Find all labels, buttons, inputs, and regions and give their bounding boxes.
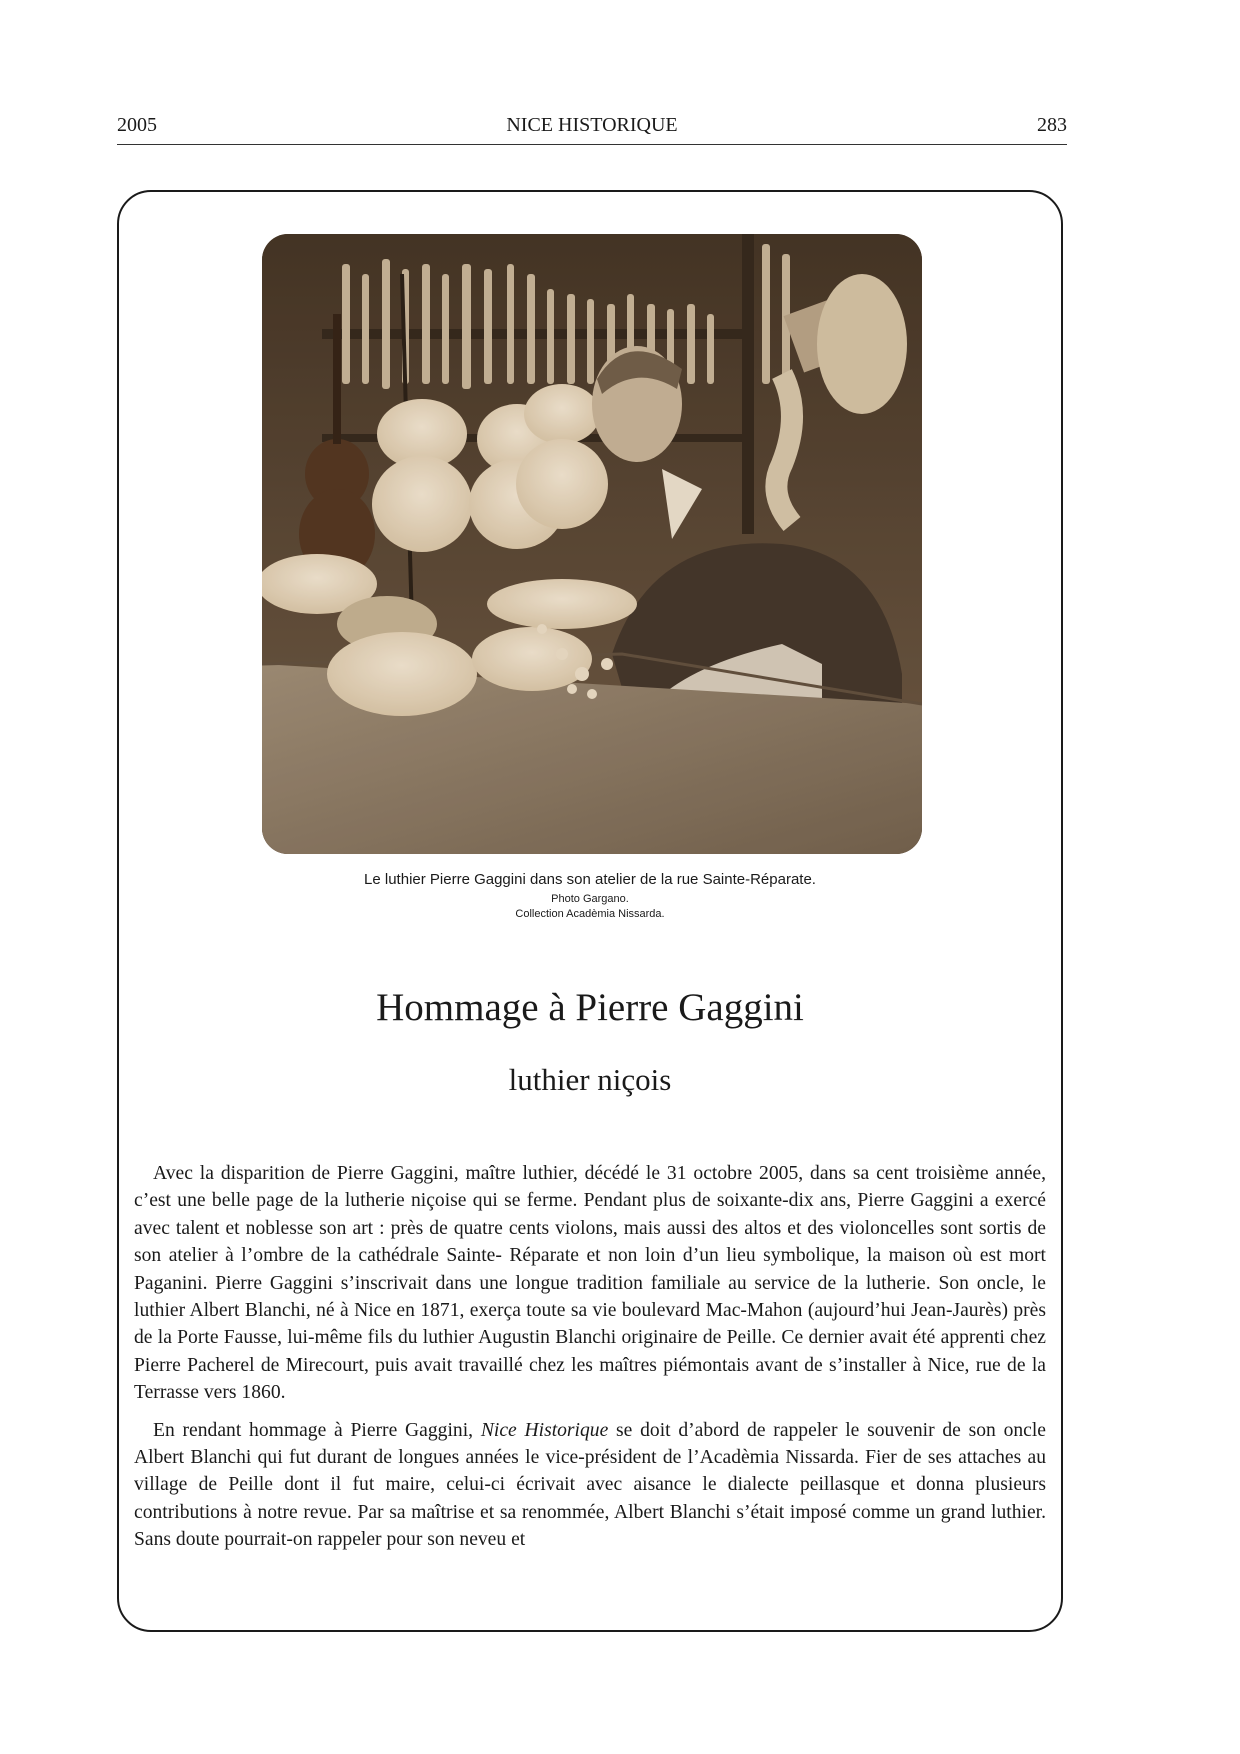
paragraph-text: En rendant hommage à Pierre Gaggini, — [153, 1419, 481, 1441]
running-head — [117, 114, 1067, 145]
article-title: Hommage à Pierre Gaggini — [376, 986, 804, 1029]
header-journal-title: NICE HISTORIQUE — [506, 114, 678, 136]
photo-caption: Le luthier Pierre Gaggini dans son atelier de la rue Sainte-Réparate. — [364, 871, 816, 888]
article-subtitle: luthier niçois — [508, 1062, 672, 1097]
article-body — [134, 1160, 1046, 1564]
paragraph — [134, 1417, 1046, 1554]
header-page-number: 283 — [1037, 114, 1067, 136]
photo-credit: Photo Gargano. — [551, 893, 629, 905]
photo-collection: Collection Acadèmia Nissarda. — [515, 908, 665, 920]
paragraph-text: se doit d’abord de rappeler le souvenir de son oncle Albert Blanchi qui fut durant de longues années le vice-président de l’Acadèmia Nissarda. Fier de ses attaches au village de Peille dont il fut maire, celui-ci écrivait avec aisance le dialecte peillasque et donna plusieurs contributions à notre revue. Par sa maîtrise et sa renommée, Albert Blanchi s’était imposé comme un grand luthier. Sans doute pourrait-on rappeler pour son neveu et — [134, 1419, 1046, 1551]
journal-name-italic: Nice Historique — [480, 1419, 609, 1441]
luthier-workshop-photo — [262, 234, 922, 854]
paragraph: Avec la disparition de Pierre Gaggini, maître luthier, décédé le 31 octobre 2005, dans sa cent troisième année, c’est une belle page de la lutherie niçoise qui se ferme. Pendant plus de soixante-dix ans, Pierre Gaggini a exercé avec talent et noblesse son art : près de quatre cents violons, mais aussi des altos et des violoncelles sont sortis de son atelier à l’ombre de la cathédrale Sainte- Réparate et non loin d’un lieu symbolique, la maison où est mort Paganini. Pierre Gaggini s’inscrivait dans une longue tradition familiale au service de la lutherie. Son oncle, le luthier Albert Blanchi, né à Nice en 1871, exerça toute sa vie boulevard Mac-Mahon (aujourd’hui Jean-Jaurès) près de la Porte Fausse, lui-même fils du luthier Augustin Blanchi originaire de Peille. Ce dernier avait été apprenti chez Pierre Pacherel de Mirecourt, puis avait travaillé chez les maîtres piémontais avant de s’installer à Nice, rue de la Terrasse vers 1860. — [134, 1163, 1046, 1404]
header-year: 2005 — [117, 114, 157, 136]
